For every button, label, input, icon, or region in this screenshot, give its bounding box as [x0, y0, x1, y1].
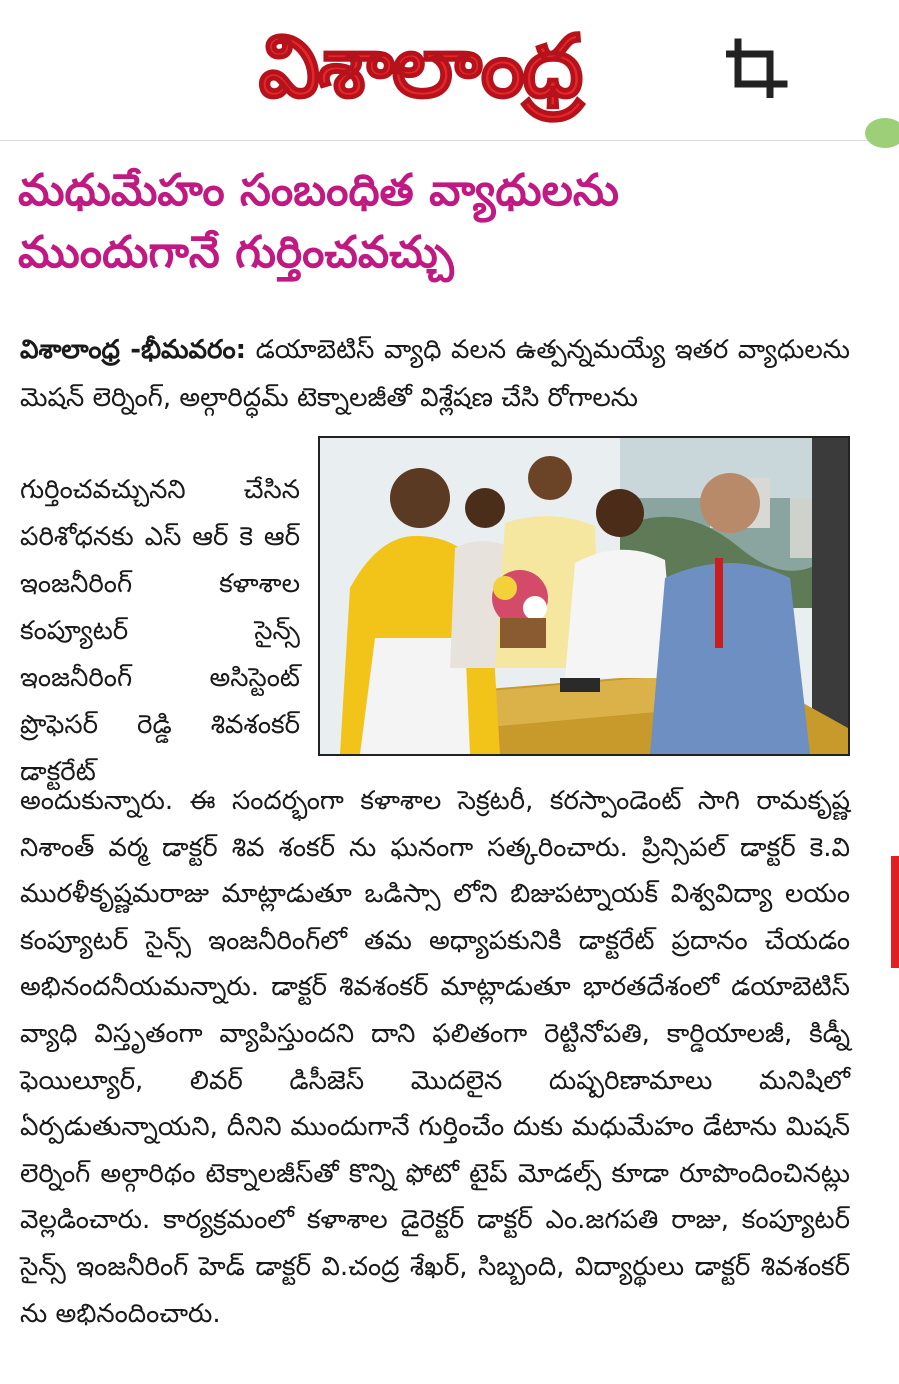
headline-line-1: మధుమేహం సంబంధిత వ్యాధులను [18, 165, 619, 216]
newspaper-logo [205, 8, 635, 126]
dateline: విశాలాంధ్ర -భీమవరం: [20, 335, 247, 365]
masthead [0, 0, 899, 141]
news-photo [318, 436, 850, 756]
headline [18, 160, 878, 284]
headline-line-2: ముందుగానే గుర్తించవచ్చు [18, 227, 454, 278]
article-lead [20, 326, 850, 422]
logo-text: విశాలాంధ్ర [258, 16, 582, 117]
corner-badge [865, 118, 899, 148]
crop-icon[interactable] [726, 38, 792, 98]
lead-text: డయాబెటిస్ వ్యాధి వలన ఉత్పన్నమయ్యే ఇతర వ్యాధులను మెషన్ లెర్నింగ్, అల్గారిద్ధమ్ టెక్నాలజీతో విశ్లేషణ చేసి రోగాలను [20, 335, 850, 413]
article-body: అందుకున్నారు. ఈ సందర్భంగా కళాశాల సెక్రటరీ, కరస్పాండెంట్ సాగి రామకృష్ణ నిశాంత్ వర్మ డాక్టర్ శివ శంకర్ ను ఘనంగా సత్కరించారు. ప్రిన్సిపల్ డాక్టర్ కె.వి మురళీకృష్ణమరాజు మాట్లాడుతూ ఒడిస్సా లోని బిజుపట్నాయక్ విశ్వవిద్యా లయం కంప్యూటర్ సైన్స్ ఇంజనీరింగ్‌లో తమ అధ్యాపకునికి డాక్టరేట్ ప్రదానం చేయడం అభినందనీయమన్నారు. డాక్టర్ శివశంకర్ మాట్లాడుతూ భారతదేశంలో డయాబెటిస్ వ్యాధి విస్తృతంగా వ్యాపిస్తుందని దాని ఫలితంగా రెట్టినోపతి, కార్డియాలజీ, కిడ్నీ ఫెయిల్యూర్, లివర్ డిసీజెస్ మొదలైన దుష్పరిణామాలు మనిషిలో ఏర్పడుతున్నాయని, దీనిని ముందుగానే గుర్తించేం దుకు మధుమేహం డేటాను మిషన్ లెర్నింగ్ అల్గారిథం టెక్నాలజీస్‌తో కొన్ని ఫోటో టైప్ మోడల్స్ కూడా రూపొందించినట్లు వెల్లడించారు. కార్యక్రమంలో కళాశాల డైరెక్టర్ డాక్టర్ ఎం.జగపతి రాజు, కంప్యూటర్ సైన్స్ ఇంజనీరింగ్ హెడ్ డాక్టర్ వి.చంద్ర శేఖర్, సిబ్బంది, విద్యార్థులు డాక్టర్ శివశంకర్ ను అభినందించారు. [20, 786, 850, 1329]
article-wrap-text: గుర్తించవచ్చునని చేసిన పరిశోధనకు ఎస్ ఆర్ కె ఆర్ ఇంజనీరింగ్ కళాశాల కంప్యూటర్ సైన్స్ ఇంజనీరింగ్ అసిస్టెంట్ ప్రొఫెసర్ రెడ్డి శివశంకర్ డాక్టరేట్ [20, 475, 300, 787]
scroll-indicator[interactable] [891, 856, 899, 968]
